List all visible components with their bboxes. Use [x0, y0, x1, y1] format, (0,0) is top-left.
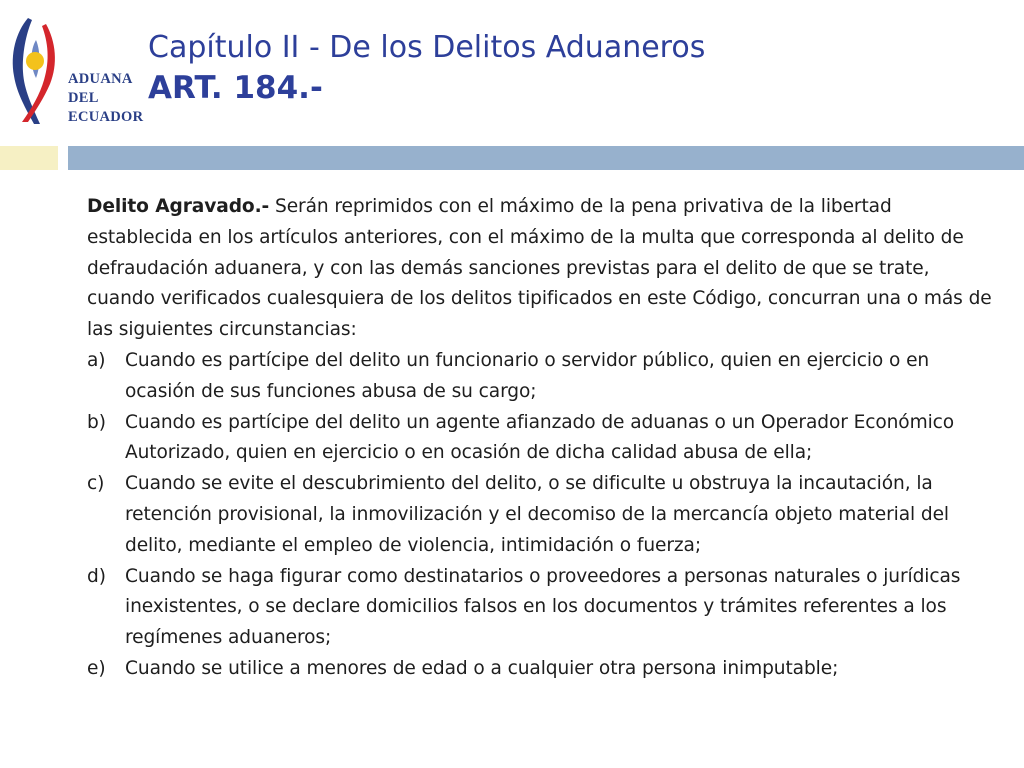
- logo-text-line1: ADUANA: [68, 71, 133, 87]
- header-accent-yellow: [0, 146, 58, 170]
- list-item-text: Cuando se utilice a menores de edad o a cualquier otra persona inimputable;: [125, 657, 839, 679]
- logo-text-line3: ECUADOR: [68, 109, 144, 125]
- article-intro: [87, 192, 999, 346]
- circumstance-list: [87, 346, 999, 685]
- list-item-label: d): [87, 565, 106, 587]
- list-item-label: b): [87, 411, 106, 433]
- list-item-label: e): [87, 657, 106, 679]
- list-item-label: a): [87, 349, 106, 371]
- list-item: [87, 408, 999, 470]
- list-item-text: Cuando es partícipe del delito un agente afianzado de aduanas o un Operador Económico Autorizado, quien en ejercicio o en ocasión de dicha calidad abusa de ella;: [125, 411, 955, 464]
- list-item: [87, 469, 999, 561]
- list-item-label: c): [87, 473, 105, 495]
- list-item: [87, 654, 999, 685]
- aduana-logo: [6, 14, 144, 128]
- slide-title: [148, 28, 705, 108]
- article-lead: Delito Agravado.-: [87, 196, 270, 217]
- logo-text-line2: DEL: [68, 90, 99, 106]
- title-chapter: Capítulo II - De los Delitos Aduaneros: [148, 30, 706, 65]
- aduana-emblem-icon: [6, 14, 66, 128]
- list-item-text: Cuando se evite el descubrimiento del delito, o se dificulte u obstruya la incautación, la retención provisional, la inmovilización y el decomiso de la mercancía objeto material del delito, mediante el empleo de violencia, intimidación o fuerza;: [125, 473, 949, 556]
- header-accent-blue: [68, 146, 1024, 170]
- list-item: [87, 346, 999, 408]
- list-item: [87, 562, 999, 654]
- article-body: [87, 192, 999, 685]
- article-intro-text: Serán reprimidos con el máximo de la pena privativa de la libertad establecida en los artículos anteriores, con el máximo de la multa que corresponda al delito de defraudación aduanera, y con las demás sanciones previstas para el delito de que se trate, cuando verificados cualesquiera de los delitos tipificados en este Código, concurran una o más de las siguientes circunstancias:: [87, 196, 992, 341]
- title-article: ART. 184.-: [148, 70, 323, 106]
- list-item-text: Cuando se haga figurar como destinatarios o proveedores a personas naturales o jurídicas inexistentes, o se declare domicilios falsos en los documentos y trámites referentes a los regímenes aduaneros;: [125, 565, 961, 649]
- list-item-text: Cuando es partícipe del delito un funcionario o servidor público, quien en ejercicio o en ocasión de sus funciones abusa de su cargo;: [125, 349, 930, 402]
